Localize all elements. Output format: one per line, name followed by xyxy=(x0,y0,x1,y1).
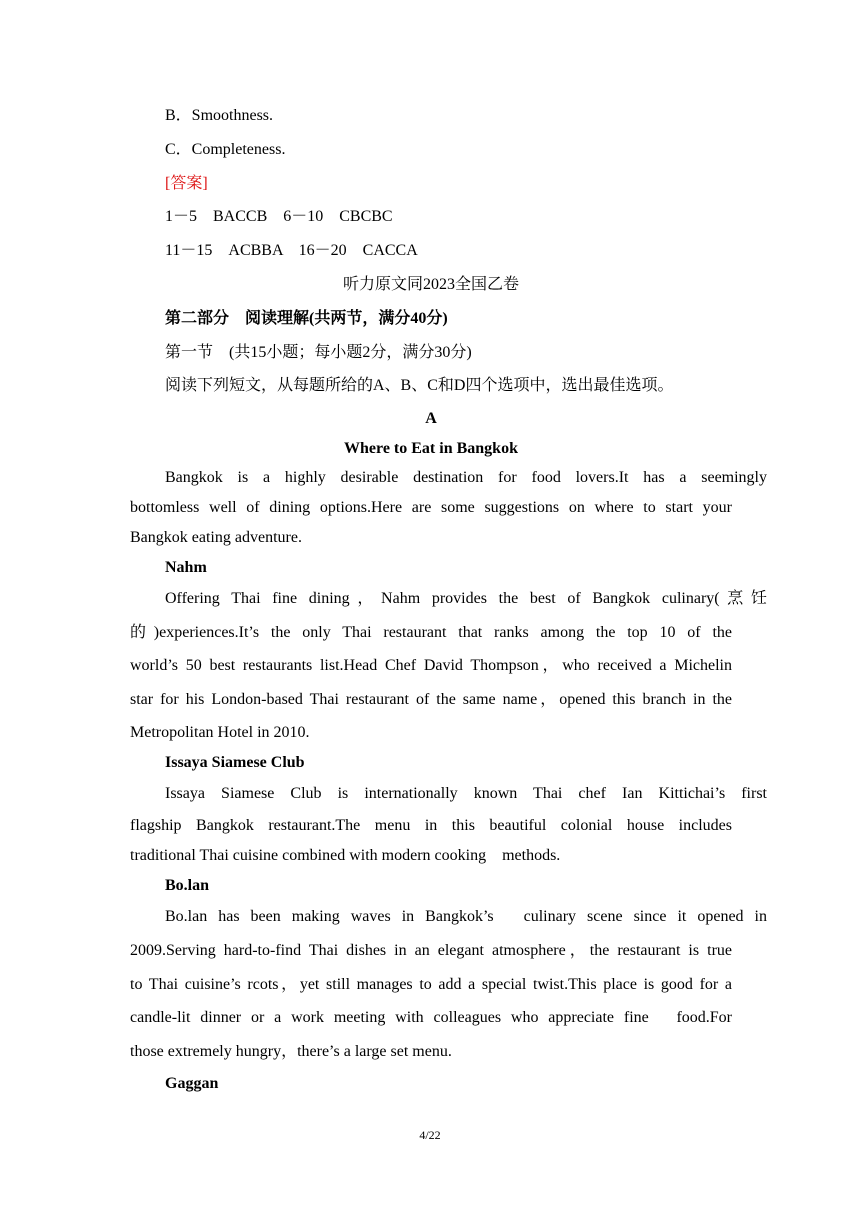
issaya-line: traditional Thai cuisine combined with modern cooking methods. xyxy=(130,847,561,864)
issaya-line: Issaya Siamese Club is internationally known Thai chef Ian Kittichai’s first xyxy=(165,785,767,802)
intro-line: Bangkok is a highly desirable destination for food lovers.It has a seemingly xyxy=(165,469,767,486)
gaggan-heading: Gaggan xyxy=(165,1075,219,1092)
bolan-line: to Thai cuisine’s rcots，yet still manages to add a special twist.This place is good for a xyxy=(130,976,732,993)
bolan-line: Bo.lan has been making waves in Bangkok’s culinary scene since it opened in xyxy=(165,908,767,925)
bolan-line: candle-lit dinner or a work meeting with colleagues who appreciate fine food.For xyxy=(130,1009,732,1026)
nahm-line: star for his London-based Thai restaurant of the same name，opened this branch in the xyxy=(130,691,732,708)
issaya-line: flagship Bangkok restaurant.The menu in this beautiful colonial house includes xyxy=(130,817,732,834)
bolan-line: 2009.Serving hard-to-find Thai dishes in an elegant atmosphere，the restaurant is true xyxy=(130,942,732,959)
nahm-heading: Nahm xyxy=(165,559,207,576)
intro-line: Bangkok eating adventure. xyxy=(130,529,302,546)
passage-letter: A xyxy=(425,410,437,427)
nahm-line: Metropolitan Hotel in 2010. xyxy=(130,724,310,741)
nahm-line: Offering Thai fine dining，Nahm provides the best of Bangkok culinary(烹饪 xyxy=(165,590,767,607)
option-c: C．Completeness. xyxy=(165,141,286,158)
nahm-line: world’s 50 best restaurants list.Head Chef David Thompson，who received a Michelin xyxy=(130,657,732,674)
nahm-line: 的)experiences.It’s the only Thai restaurant that ranks among the top 10 of the xyxy=(130,624,732,641)
page-number: 4/22 xyxy=(419,1128,441,1142)
answer-key-line-2: 11－15 ACBBA 16－20 CACCA xyxy=(165,242,418,259)
answer-label: [答案] xyxy=(165,175,208,192)
listening-note: 听力原文同2023全国乙卷 xyxy=(342,276,519,293)
option-b: B．Smoothness. xyxy=(165,107,274,124)
instruction: 阅读下列短文，从每题所给的A、B、C和D四个选项中，选出最佳选项。 xyxy=(165,377,674,394)
passage-title: Where to Eat in Bangkok xyxy=(344,440,518,457)
intro-line: bottomless well of dining options.Here are some suggestions on where to start your xyxy=(130,499,732,516)
part-heading: 第二部分 阅读理解(共两节，满分40分) xyxy=(165,310,448,327)
answer-key-line-1: 1－5 BACCB 6－10 CBCBC xyxy=(165,208,393,225)
issaya-heading: Issaya Siamese Club xyxy=(165,754,305,771)
section-heading: 第一节 (共15小题；每小题2分，满分30分) xyxy=(165,344,472,361)
bolan-line: those extremely hungry，there’s a large set menu. xyxy=(130,1043,452,1060)
bolan-heading: Bo.lan xyxy=(165,877,210,894)
